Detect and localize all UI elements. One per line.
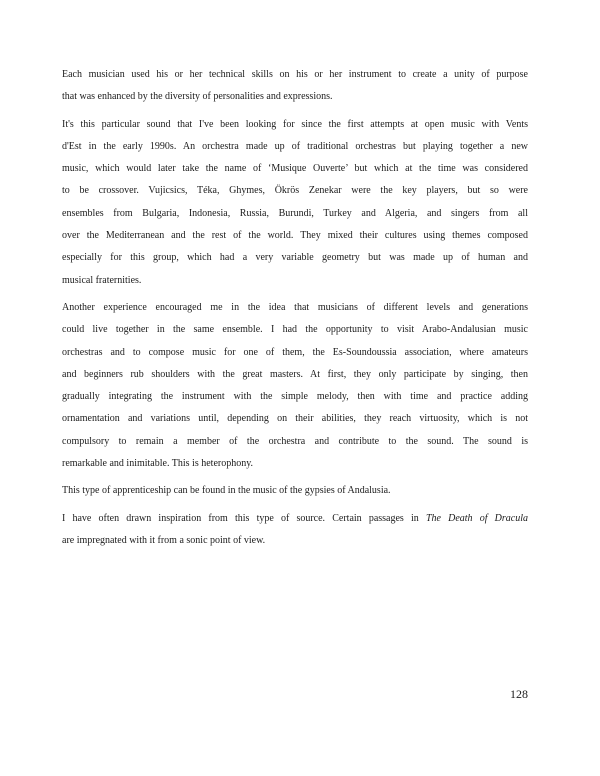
text-line [62, 408, 528, 430]
body-text: ornamentation and variations until, depending on their abilities, they reach virtuosity, which is not [62, 413, 528, 425]
paragraph [62, 297, 528, 475]
text-line [62, 386, 528, 408]
text-line [62, 364, 528, 386]
text-line [62, 180, 528, 202]
text-line [62, 86, 528, 108]
body-text: music, which would later take the name of ‘Musique Ouverte’ but which at the time was considered [62, 163, 528, 175]
text-line [62, 297, 528, 319]
body-text: musical fraternities. [62, 274, 142, 286]
body-text: could live together in the same ensemble. I had the opportunity to visit Arabo-Andalusian music [62, 324, 528, 336]
italic-title-text: The Death of Dracula [425, 512, 528, 524]
body-text: Each musician used his or her technical skills on his or her instrument to create a unity of purpose [62, 69, 528, 80]
paragraph [62, 480, 528, 502]
text-block [62, 64, 528, 557]
text-line [62, 342, 528, 364]
text-line [62, 270, 528, 292]
body-text: This type of apprenticeship can be found in the music of the gypsies of Andalusia. [62, 485, 391, 497]
paragraph [62, 64, 528, 109]
body-text: gradually integrating the instrument with the simple melody, then with time and practice adding [62, 391, 528, 403]
body-text: Another experience encouraged me in the idea that musicians of different levels and generations [62, 301, 528, 313]
text-line [62, 319, 528, 341]
body-text: that was enhanced by the diversity of personalities and expressions. [62, 91, 333, 103]
body-text: to be crossover. Vujicsics, Téka, Ghymes, Ökrös Zenekar were the key players, but so were [62, 185, 528, 197]
body-text: and beginners rub shoulders with the great masters. At first, they only participate by singing, then [62, 368, 528, 380]
text-line [62, 530, 528, 552]
body-text: especially for this group, which had a very variable geometry but was made up of human and [62, 252, 528, 264]
text-line [62, 247, 528, 269]
body-text: It's this particular sound that I've been looking for since the first attempts at open music with Vents [62, 118, 528, 130]
paragraph [62, 508, 528, 553]
body-text: ensembles from Bulgaria, Indonesia, Russia, Burundi, Turkey and Algeria, and singers from all [62, 207, 528, 219]
text-line [62, 480, 528, 502]
text-line [62, 508, 528, 530]
body-text: d'Est in the early 1990s. An orchestra made up of traditional orchestras but playing together a new [62, 140, 528, 152]
text-line [62, 136, 528, 158]
page-number: 128 [510, 687, 528, 701]
paragraph [62, 114, 528, 292]
body-text: are impregnated with it from a sonic point of view. [62, 534, 266, 546]
text-line [62, 64, 528, 86]
body-text: remarkable and inimitable. This is heterophony. [62, 458, 254, 470]
text-line [62, 114, 528, 136]
body-text: compulsory to remain a member of the orchestra and contribute to the sound. The sound is [62, 435, 528, 447]
body-text: orchestras and to compose music for one of them, the Es-Soundoussia association, where amateurs [62, 346, 528, 358]
text-line [62, 453, 528, 475]
text-line [62, 225, 528, 247]
body-text: I have often drawn inspiration from this type of source. Certain passages in [62, 512, 426, 524]
text-line [62, 431, 528, 453]
text-line [62, 158, 528, 180]
body-text: over the Mediterranean and the rest of the world. They mixed their cultures using themes composed [62, 230, 528, 242]
text-line [62, 203, 528, 225]
